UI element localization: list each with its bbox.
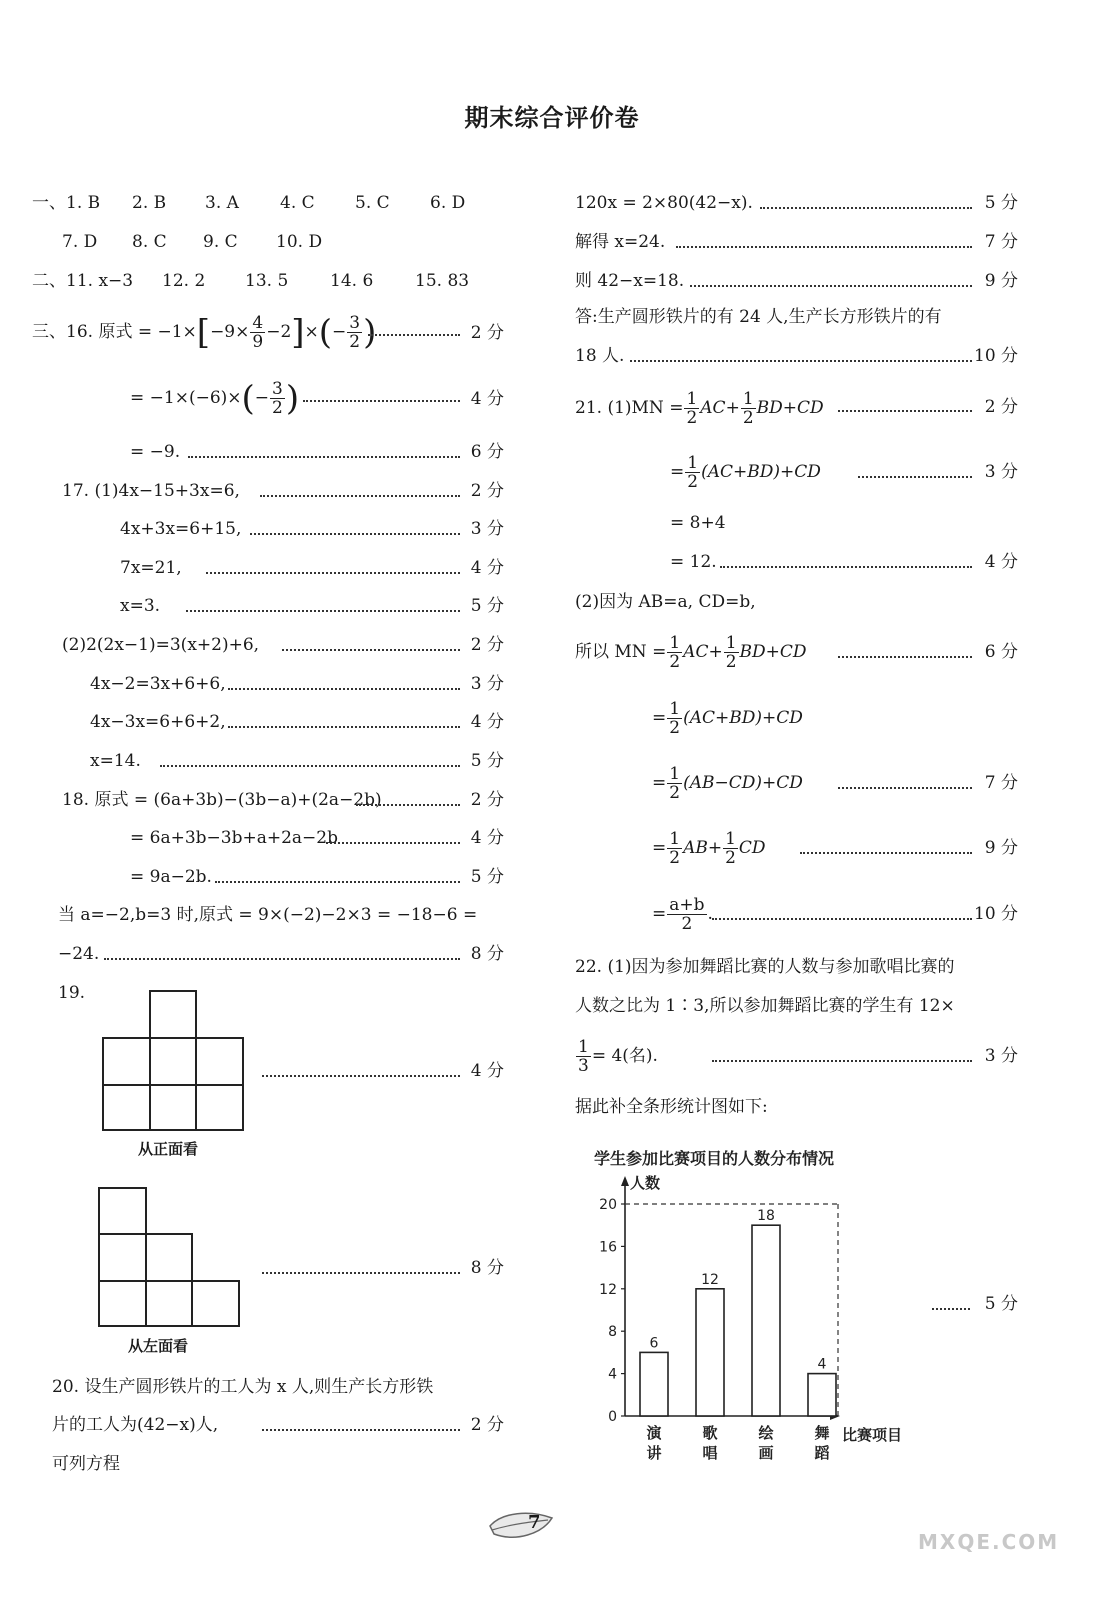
chart-bar — [808, 1374, 836, 1416]
chart-bar — [752, 1225, 780, 1416]
q20-solve: 解得 x=24. — [575, 232, 666, 252]
q17-score-1: 2 分 — [470, 481, 504, 501]
mc-answer-2: 2. B — [132, 193, 167, 213]
q17-line-5: (2)2(2x−1)=3(x+2)+6, — [62, 635, 260, 655]
q22-line-3: $\frac{1}{3}$ = 4(名). — [578, 1037, 658, 1076]
mc-answer-10: 10. D — [276, 232, 323, 252]
mc-answer-3: 3. A — [205, 193, 239, 213]
q20-answer-line-2: 18 人. — [575, 346, 625, 366]
mc-answer-5: 5. C — [355, 193, 390, 213]
q17-line-3: 7x=21, — [120, 558, 182, 578]
chart-data-label: 4 — [817, 1356, 827, 1373]
q19-left-score: 8 分 — [470, 1258, 504, 1278]
q20-score: 2 分 — [470, 1415, 504, 1435]
fill-answer-11: 二、11. x−3 — [32, 271, 134, 291]
q17-line-2: 4x+3x=6+15, — [120, 519, 242, 539]
q21-score-4: 4 分 — [984, 552, 1018, 572]
q16-score-3: 6 分 — [470, 442, 504, 462]
q21-score-2: 3 分 — [984, 462, 1018, 482]
front-view-caption: 从正面看 — [138, 1140, 199, 1158]
chart-bar — [640, 1352, 668, 1416]
chart-category-label: 舞蹈 — [814, 1424, 830, 1462]
q20-equation: 120x = 2×80(42−x). — [575, 193, 753, 213]
fill-answer-12: 12. 2 — [162, 271, 206, 291]
watermark-text: MXQE.COM — [918, 1530, 1060, 1554]
q21-score-10: 10 分 — [974, 904, 1019, 924]
chart-xlabel: 比赛项目 — [842, 1426, 903, 1444]
q21-line-10: = $\frac{a+b}{2}$ . — [652, 895, 713, 934]
chart-data-label: 18 — [757, 1208, 775, 1225]
left-view-figure — [96, 1186, 244, 1328]
q16-line-3: = −9. — [130, 442, 181, 462]
chart-ylabel: 人数 — [630, 1174, 661, 1192]
chart-bar — [696, 1289, 724, 1416]
q21-line-4: = 12. — [670, 552, 717, 572]
q17-line-7: 4x−3x=6+6+2, — [90, 712, 226, 732]
fill-answer-15: 15. 83 — [415, 271, 470, 291]
q18-line-1: 18. 原式 = (6a+3b)−(3b−a)+(2a−2b) — [62, 790, 382, 810]
q20-answer-line-1: 答:生产圆形铁片的有 24 人,生产长方形铁片的有 — [575, 307, 942, 327]
chart-category-label: 歌唱 — [702, 1424, 718, 1462]
mc-answer-1: 一、1. B — [32, 193, 101, 213]
fill-answer-13: 13. 5 — [245, 271, 289, 291]
chart-y-tick-label: 4 — [608, 1366, 617, 1383]
front-view-figure — [100, 990, 248, 1132]
q21-line-3: = 8+4 — [670, 513, 726, 533]
q17-score-5: 2 分 — [470, 635, 504, 655]
q16-score-1: 2 分 — [470, 323, 504, 343]
q18-result-score: 8 分 — [470, 944, 504, 964]
q20-line-3: 可列方程 — [52, 1454, 120, 1474]
q20-then-score: 9 分 — [984, 271, 1018, 291]
q17-score-8: 5 分 — [470, 751, 504, 771]
q21-score-1: 2 分 — [984, 397, 1018, 417]
mc-answer-4: 4. C — [280, 193, 315, 213]
bar-chart — [570, 1140, 930, 1500]
fill-answer-14: 14. 6 — [330, 271, 374, 291]
chart-data-label: 6 — [649, 1335, 659, 1352]
chart-category-label: 演讲 — [646, 1424, 662, 1462]
q20-solve-score: 7 分 — [984, 232, 1018, 252]
q18-result: −24. — [58, 944, 100, 964]
chart-y-tick-label: 8 — [608, 1324, 617, 1341]
q18-score-3: 5 分 — [470, 867, 504, 887]
q18-line-2: = 6a+3b−3b+a+2a−2b — [130, 828, 339, 848]
q21-line-6: 所以 MN = $\frac{1}{2}$ AC+ $\frac{1}{2}$ BD+CD — [575, 633, 807, 672]
q21-line-1: 21. (1)MN = $\frac{1}{2}$ AC+ $\frac{1}{2}$ BD+CD — [575, 389, 824, 428]
q17-line-8: x=14. — [90, 751, 141, 771]
q21-line-5: (2)因为 AB=a, CD=b, — [575, 592, 756, 612]
q16-score-2: 4 分 — [470, 389, 504, 409]
q21-line-9: = $\frac{1}{2}$ AB+ $\frac{1}{2}$ CD — [652, 829, 766, 868]
leaf-icon — [486, 1508, 556, 1542]
chart-score: 5 分 — [984, 1294, 1018, 1314]
chart-title: 学生参加比赛项目的人数分布情况 — [594, 1149, 835, 1168]
q21-score-9: 9 分 — [984, 838, 1018, 858]
q17-score-4: 5 分 — [470, 596, 504, 616]
left-view-caption: 从左面看 — [128, 1337, 189, 1355]
q18-score-1: 2 分 — [470, 790, 504, 810]
q20-line-2: 片的工人为(42−x)人, — [52, 1415, 219, 1435]
q16-line-2: = −1×(−6)×(− $\frac{3}{2}$ ) — [130, 378, 300, 419]
q20-line-1: 20. 设生产圆形铁片的工人为 x 人,则生产长方形铁 — [52, 1377, 434, 1397]
q21-line-8: = $\frac{1}{2}$ (AB−CD)+CD — [652, 764, 803, 803]
q17-score-7: 4 分 — [470, 712, 504, 732]
chart-y-tick-label: 20 — [599, 1197, 617, 1213]
q17-line-1: 17. (1)4x−15+3x=6, — [62, 481, 240, 501]
q22-score-1: 3 分 — [984, 1046, 1018, 1066]
q22-line-2: 人数之比为 1∶3,所以参加舞蹈比赛的学生有 12× — [575, 996, 955, 1016]
q17-line-4: x=3. — [120, 596, 161, 616]
mc-answer-8: 8. C — [132, 232, 167, 252]
q18-when-line: 当 a=−2,b=3 时,原式 = 9×(−2)−2×3 = −18−6 = — [58, 905, 478, 925]
q22-line-4: 据此补全条形统计图如下: — [575, 1097, 768, 1117]
chart-category-label: 绘画 — [758, 1424, 774, 1462]
q18-score-2: 4 分 — [470, 828, 504, 848]
page-number: 7 — [528, 1512, 541, 1533]
mc-answer-9: 9. C — [203, 232, 238, 252]
q19-label: 19. — [58, 983, 86, 1003]
chart-y-tick-label: 12 — [599, 1281, 617, 1298]
chart-y-tick-label: 16 — [599, 1239, 617, 1256]
q20-answer-score: 10 分 — [974, 346, 1019, 366]
q18-line-3: = 9a−2b. — [130, 867, 212, 887]
q20-equation-score: 5 分 — [984, 193, 1018, 213]
q21-score-6: 6 分 — [984, 642, 1018, 662]
chart-y-tick-label: 0 — [608, 1409, 617, 1425]
q21-line-7: = $\frac{1}{2}$ (AC+BD)+CD — [652, 699, 803, 738]
q21-score-8: 7 分 — [984, 773, 1018, 793]
chart-y-axis-arrow — [621, 1176, 629, 1186]
q20-then: 则 42−x=18. — [575, 271, 685, 291]
q19-front-score: 4 分 — [470, 1061, 504, 1081]
q22-line-1: 22. (1)因为参加舞蹈比赛的人数与参加歌唱比赛的 — [575, 957, 955, 977]
page-title: 期末综合评价卷 — [464, 104, 640, 132]
q17-score-6: 3 分 — [470, 674, 504, 694]
mc-answer-7: 7. D — [62, 232, 98, 252]
mc-answer-6: 6. D — [430, 193, 466, 213]
q17-line-6: 4x−2=3x+6+6, — [90, 674, 226, 694]
q21-line-2: = $\frac{1}{2}$ (AC+BD)+CD — [670, 453, 821, 492]
q17-score-2: 3 分 — [470, 519, 504, 539]
q16-line-1: 三、16. 原式 = −1×[−9× $\frac{4}{9}$ −2]×(− $\frac{3}{2}$ ) — [32, 312, 377, 353]
chart-data-label: 12 — [701, 1271, 719, 1288]
q17-score-3: 4 分 — [470, 558, 504, 578]
